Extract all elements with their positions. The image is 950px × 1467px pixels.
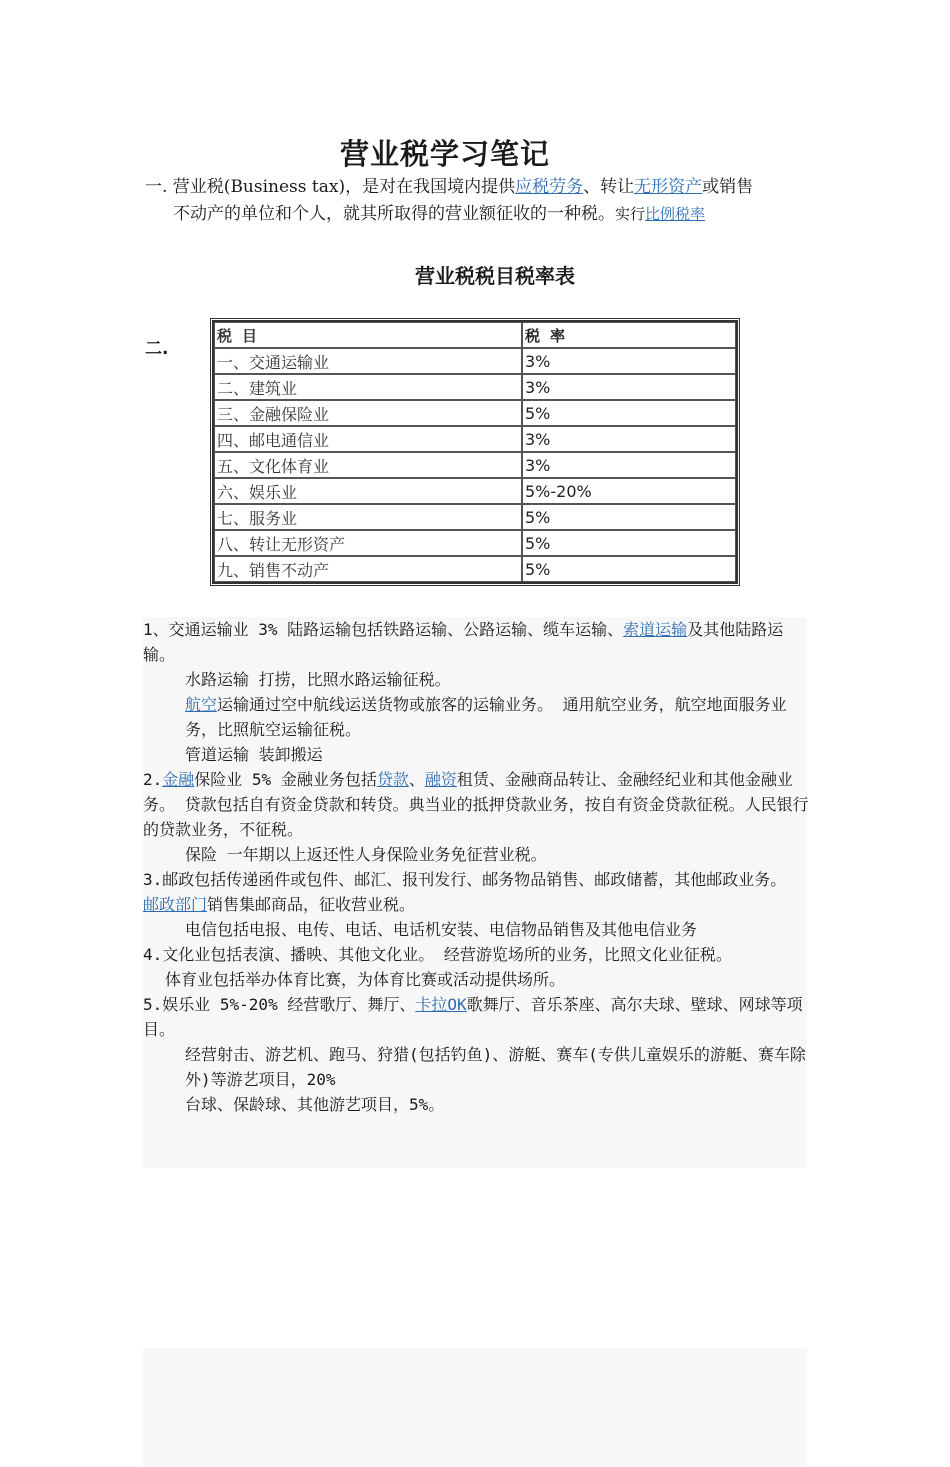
link-postal-department[interactable]: 邮政部门 [143,895,208,914]
row-item: 五、文化体育业 [214,452,522,478]
note-paragraph: 4.文化业包括表演、播映、其他文化业。 经营游览场所的业务，比照文化业征税。 [143,945,732,964]
row-rate: 5% [522,400,736,426]
note-text: 歌舞厅、音乐茶座、高尔夫球、壁球、网球等项目。 [143,995,803,1039]
note-paragraph [143,767,823,842]
note-paragraph [143,617,807,667]
row-item: 八、转让无形资产 [214,530,522,556]
table-row [214,426,736,452]
note-text: 租赁、金融商品转让、金融经纪业和其他金融业务。 贷款包括自有资金贷款和转贷。典当业的抵押贷款业务，按自有资金贷款征税。人民银行的贷款业务，不征税。 [143,770,809,839]
note-paragraph: 管道运输 装卸搬运 [185,745,323,764]
intro-number: 一. [145,177,168,197]
note-paragraph [143,992,823,1042]
link-loan[interactable]: 贷款 [376,770,409,789]
intro-text-1: 营业税(Business tax)，是对在我国境内提供 [167,177,516,197]
section-2-label: 二. [145,339,169,359]
header-tax-rate: 税率 [522,322,736,348]
note-text: 、 [408,770,425,789]
row-rate: 5% [522,530,736,556]
note-text: 5.娱乐业 5%-20% 经营歌厅、舞厅、 [143,995,416,1014]
table-row [214,348,736,374]
note-paragraph: 水路运输 打捞，比照水路运输征税。 [185,670,451,689]
link-proportional-rate[interactable]: 比例税率 [645,205,706,223]
row-rate: 5% [522,556,736,582]
link-karaoke[interactable]: 卡拉OK [415,995,467,1014]
table-row [214,478,736,504]
table-row [214,400,736,426]
intro-paragraph [145,174,825,228]
table-header-row [214,322,736,348]
row-rate: 3% [522,452,736,478]
row-rate: 5%-20% [522,478,736,504]
intro-text-4: 不动产的单位和个人，就其所取得的营业额征收的一种税。 [173,204,615,224]
table-row [214,504,736,530]
row-item: 三、金融保险业 [214,400,522,426]
table-title: 营业税税目税率表 [415,264,575,288]
page-bottom-whitespace [143,1168,843,1348]
document-title: 营业税学习笔记 [339,137,550,171]
intro-line-2 [145,201,825,228]
header-tax-item: 税目 [214,322,522,348]
note-paragraph: 保险 一年期以上返还性人身保险业务免征营业税。 [185,845,547,864]
row-item: 二、建筑业 [214,374,522,400]
row-item: 七、服务业 [214,504,522,530]
table-row [214,374,736,400]
note-paragraph: 台球、保龄球、其他游艺项目，5%。 [185,1095,445,1114]
note-paragraph: 体育业包括举办体育比赛，为体育比赛或活动提供场所。 [165,970,566,989]
note-text: 运输通过空中航线运送货物或旅客的运输业务。 通用航空业务，航空地面服务业务，比照航空运输征税。 [185,695,787,739]
row-item: 一、交通运输业 [214,348,522,374]
link-intangible-assets[interactable]: 无形资产 [634,177,703,197]
note-paragraph: 电信包括电报、电传、电话、电话机安装、电信物品销售及其他电信业务 [185,920,698,939]
row-item: 九、销售不动产 [214,556,522,582]
row-rate: 5% [522,504,736,530]
tax-rate-table [212,320,738,584]
link-taxable-services[interactable]: 应税劳务 [515,177,584,197]
note-text: 及其他陆路运输。 [143,620,784,664]
link-financing[interactable]: 融资 [424,770,457,789]
table-row [214,530,736,556]
intro-text-5: 实行 [615,205,646,223]
intro-text-2: 、转让 [583,177,635,197]
row-rate: 3% [522,348,736,374]
link-finance[interactable]: 金融 [162,770,195,789]
note-text: 1、交通运输业 3% 陆路运输包括铁路运输、公路运输、缆车运输、 [143,620,624,639]
row-item: 六、娱乐业 [214,478,522,504]
table-row [214,452,736,478]
note-text: 保险业 5% 金融业务包括 [194,770,377,789]
note-paragraph [143,692,807,742]
row-rate: 3% [522,426,736,452]
note-paragraph [143,867,807,917]
table-row [214,556,736,582]
row-item: 四、邮电通信业 [214,426,522,452]
link-aviation[interactable]: 航空 [185,695,218,714]
note-text: 3.邮政包括传递函件或包件、邮汇、报刊发行、邮务物品销售、邮政储蓄，其他邮政业务。 [143,870,787,889]
link-cableway-transport[interactable]: 索道运输 [623,620,688,639]
note-paragraph: 经营射击、游艺机、跑马、狩猎(包括钓鱼)、游艇、赛车(专供儿童娱乐的游艇、赛车除外)等游艺项目，20% [185,1045,806,1089]
note-text: 销售集邮商品，征收营业税。 [207,895,416,914]
row-rate: 3% [522,374,736,400]
intro-text-3: 或销售 [702,177,754,197]
note-text: 2. [143,770,163,789]
